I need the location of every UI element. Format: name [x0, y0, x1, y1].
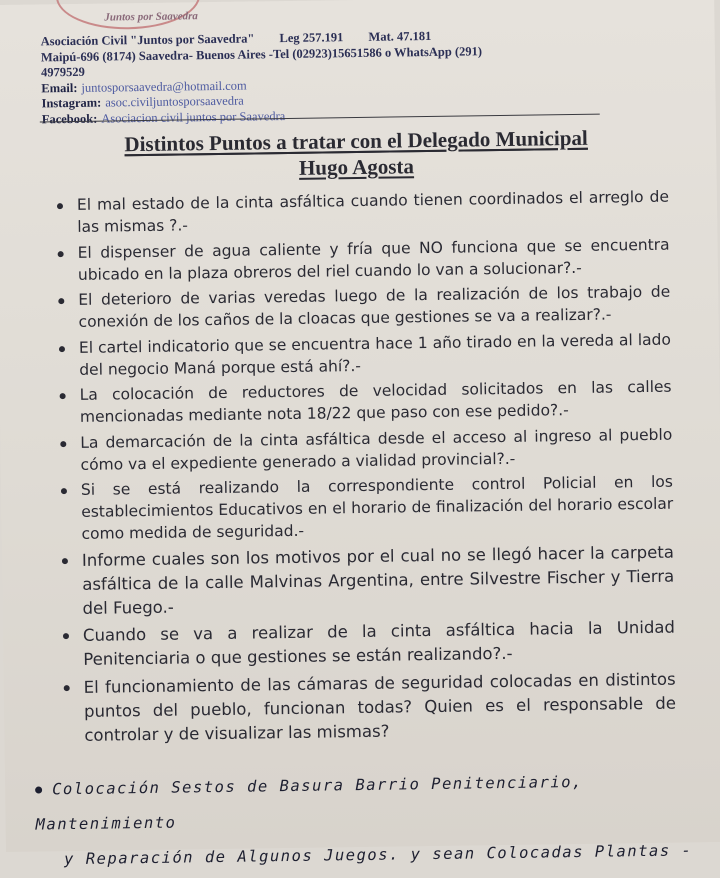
handwritten-bullet	[35, 786, 42, 793]
facebook-label: Facebook:	[41, 111, 98, 126]
list-item: La demarcación de la cinta asfáltica desde el acceso al ingreso al pueblo cómo va el expediente generado a vialidad provincial?.-	[52, 423, 673, 476]
handwritten-line-2: y Reparación de Algunos Juegos. y sean Colocadas Plantas -	[63, 841, 693, 869]
leg-number: Leg 257.191	[279, 30, 344, 46]
points-list	[49, 186, 677, 752]
list-item: La colocación de reductores de velocidad solicitados en las calles mencionadas mediante nota 18/22 que paso con ese pedido?.-	[51, 376, 672, 429]
facebook-value: Asociacion civil juntos por Saavedra	[101, 108, 286, 126]
page-title	[66, 124, 647, 184]
org-name: Asociación Civil "Juntos por Saavedra"	[40, 31, 255, 49]
list-item: El cartel indicatorio que se encuentra hace 1 año tirado en la vereda al lado del negocio Maná porque está ahí?.-	[51, 328, 672, 381]
email-label: Email:	[41, 80, 78, 95]
list-item: El mal estado de la cinta asfáltica cuando tienen coordinados el arreglo de las mismas ?.-	[49, 186, 670, 239]
letterhead	[41, 26, 642, 127]
list-item: Si se está realizando la correspondiente control Policial en los establecimientos Educativos en el horario de finalización del horario escolar como medida de seguridad.-	[53, 471, 674, 546]
mat-number: Mat. 47.181	[368, 28, 432, 44]
list-item: El deterioro de varias veredas luego de la realización de los trabajo de conexión de los caños de la cloacas que gestiones se va a realizar?.-	[50, 281, 671, 334]
address-line: Maipú-696 (8174) Saavedra- Buenos Aires -Tel (02923)15651586 o WhatsApp (291)	[40, 43, 483, 64]
list-item: Informe cuales son los motivos por el cual no se llegó hacer la carpeta asfáltica de la calle Malvinas Argentina, entre Silvestre Fischer y Tierra del Fuego.-	[54, 540, 675, 621]
list-item: El dispenser de agua caliente y fría que NO funciona que se encuentra ubicado en la plaza obreros del riel cuando lo van a solucionar?.-	[49, 233, 670, 286]
handwritten-line-1: Colocación Sestos de Basura Barrio Penitenciario, Mantenimiento	[35, 772, 583, 834]
instagram-label: Instagram:	[41, 95, 102, 111]
address-line-2: 4979529	[41, 64, 85, 80]
logo-text: Juntos por Saavedra	[104, 10, 198, 24]
title-line-2: Hugo Agosta	[298, 154, 415, 180]
instagram-value: asoc.civiljuntosporsaavedra	[105, 93, 244, 110]
handwritten-note	[35, 763, 720, 878]
title-line-1: Distintos Puntos a tratar con el Delegado Municipal	[124, 125, 588, 157]
list-item: Cuando se va a realizar de la cinta asfáltica hacia la Unidad Penitenciaria o que gestiones se están realizando?.-	[55, 616, 676, 673]
email-value: juntosporsaavedra@hotmail.com	[81, 78, 247, 95]
list-item: El funcionamiento de las cámaras de seguridad colocadas en distintos puntos del pueblo, funcionan todas? Quien es el responsable de controlar y de visualizar las mismas?	[56, 667, 677, 748]
